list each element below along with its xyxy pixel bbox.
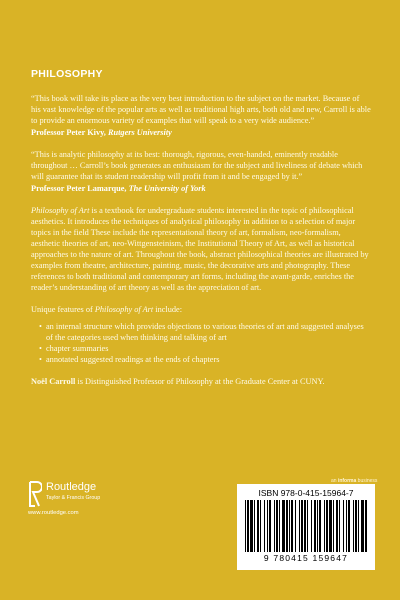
isbn-text: ISBN 978-0-415-15964-7 [258, 488, 354, 498]
barcode-bar [336, 500, 338, 552]
barcode-bar [339, 500, 340, 552]
barcode-bar [348, 500, 350, 552]
barcode-bar [301, 500, 303, 552]
barcode-bar [304, 500, 306, 552]
cover-text [31, 93, 371, 387]
list-item: • an internal structure which provides objections to various theories of art and suggested analyses of the categories used when thinking and talking of art [39, 321, 371, 343]
reviewer-name: Professor Peter Lamarque, [31, 184, 127, 193]
barcode-bar [307, 500, 308, 552]
barcode-bar [333, 500, 334, 552]
barcode-bar [245, 500, 246, 552]
barcode-digits: 9 780415 159647 [263, 553, 349, 563]
author-bio [31, 376, 371, 387]
barcode-bar [276, 500, 278, 552]
barcode-bar [365, 500, 367, 552]
informa-name: informa [337, 478, 357, 484]
features-intro-suffix: include: [153, 305, 183, 314]
barcode-bar [319, 500, 321, 552]
routledge-logo-icon [28, 480, 42, 508]
review-attribution-2 [31, 183, 371, 194]
list-item: • chapter summaries [39, 343, 371, 354]
features-list [31, 321, 371, 365]
barcode-bar [361, 500, 364, 552]
barcode-bar [289, 500, 290, 552]
reviewer-affiliation: Rutgers University [107, 128, 172, 137]
reviewer-name: Professor Peter Kivy, [31, 128, 106, 137]
barcode-bar [343, 500, 344, 552]
author-name: Noël Carroll [31, 377, 76, 386]
barcode-bar [250, 500, 253, 552]
book-title: Philosophy of Art [31, 206, 90, 215]
book-title: Philosophy of Art [94, 305, 154, 314]
review-quote-1: “This book will take its place as the very best introduction to the subject on the market. Because of his vast knowledge of the popular arts as well as traditional high arts, both old and new, Carroll is able to provide an enormous variety of examples that will speak to a very wide audience.” [31, 94, 371, 125]
author-bio-text: is Distinguished Professor of Philosophy at the Graduate Center at CUNY. [75, 377, 325, 386]
category-heading: PHILOSOPHY [31, 68, 103, 80]
barcode-bar [317, 500, 318, 552]
barcode-bar [247, 500, 249, 552]
barcode-bar [257, 500, 259, 552]
barcode-bar [264, 500, 265, 552]
barcode-bar [267, 500, 268, 552]
barcode-bar [279, 500, 280, 552]
barcode-bar [353, 500, 354, 552]
barcode-bar [286, 500, 288, 552]
publisher-website: www.routledge.com [28, 510, 79, 516]
book-description [31, 205, 371, 293]
features-intro-prefix: Unique features of [31, 305, 95, 314]
barcode-bar [254, 500, 255, 552]
barcode-bar [346, 500, 347, 552]
barcode-bar [314, 500, 316, 552]
list-item: • annotated suggested readings at the ends of chapters [39, 354, 371, 365]
barcode [245, 500, 367, 552]
barcode-bar [326, 500, 328, 552]
barcode-bar [299, 500, 300, 552]
barcode-bar [260, 500, 261, 552]
barcode-bar [291, 500, 293, 552]
barcode-bar [274, 500, 275, 552]
barcode-bar [311, 500, 312, 552]
review-quote-2: “This is analytic philosophy at its best: thorough, rigorous, even-handed, eminently readable throughout … Carroll’s book generates an enthusiasm for the subject and liveliness of debate which will guarantee that its student readership will profit from it and be engaged by it.” [31, 150, 363, 181]
review-attribution-1 [31, 127, 371, 138]
barcode-bar [269, 500, 271, 552]
informa-suffix: business [356, 478, 378, 484]
barcode-bar [355, 500, 357, 552]
barcode-bar [295, 500, 296, 552]
barcode-bar [329, 500, 332, 552]
publisher-logo [28, 480, 178, 530]
barcode-bar [324, 500, 325, 552]
informa-prefix: an [331, 478, 338, 484]
publisher-name: Routledge [46, 481, 97, 493]
description-text: is a textbook for undergraduate students interested in the topic of philosophical aesthetics. It introduces the techniques of analytical philosophy in addition to a selection of major topics in the field These include the representational theory of art, formalism, neo-formalism, aesthetic theories of art, neo-Wittgensteinism, the Institutional Theory of Art, as well as historical approaches to the nature of art. Throughout the book, abstract philosophical theories are illustrated by examples from theatre, architecture, painting, music, the decorative arts and photography. These references to both traditional and contemporary art forms, including the avant-garde, enriches the reader’s understanding of art theory as well as the appreciation of art. [31, 206, 369, 292]
publisher-group: Taylor & Francis Group [46, 495, 101, 501]
barcode-bar [282, 500, 285, 552]
features-intro [31, 304, 371, 315]
reviewer-affiliation: The University of York [128, 184, 206, 193]
barcode-bar [358, 500, 359, 552]
barcode-box [237, 484, 375, 570]
